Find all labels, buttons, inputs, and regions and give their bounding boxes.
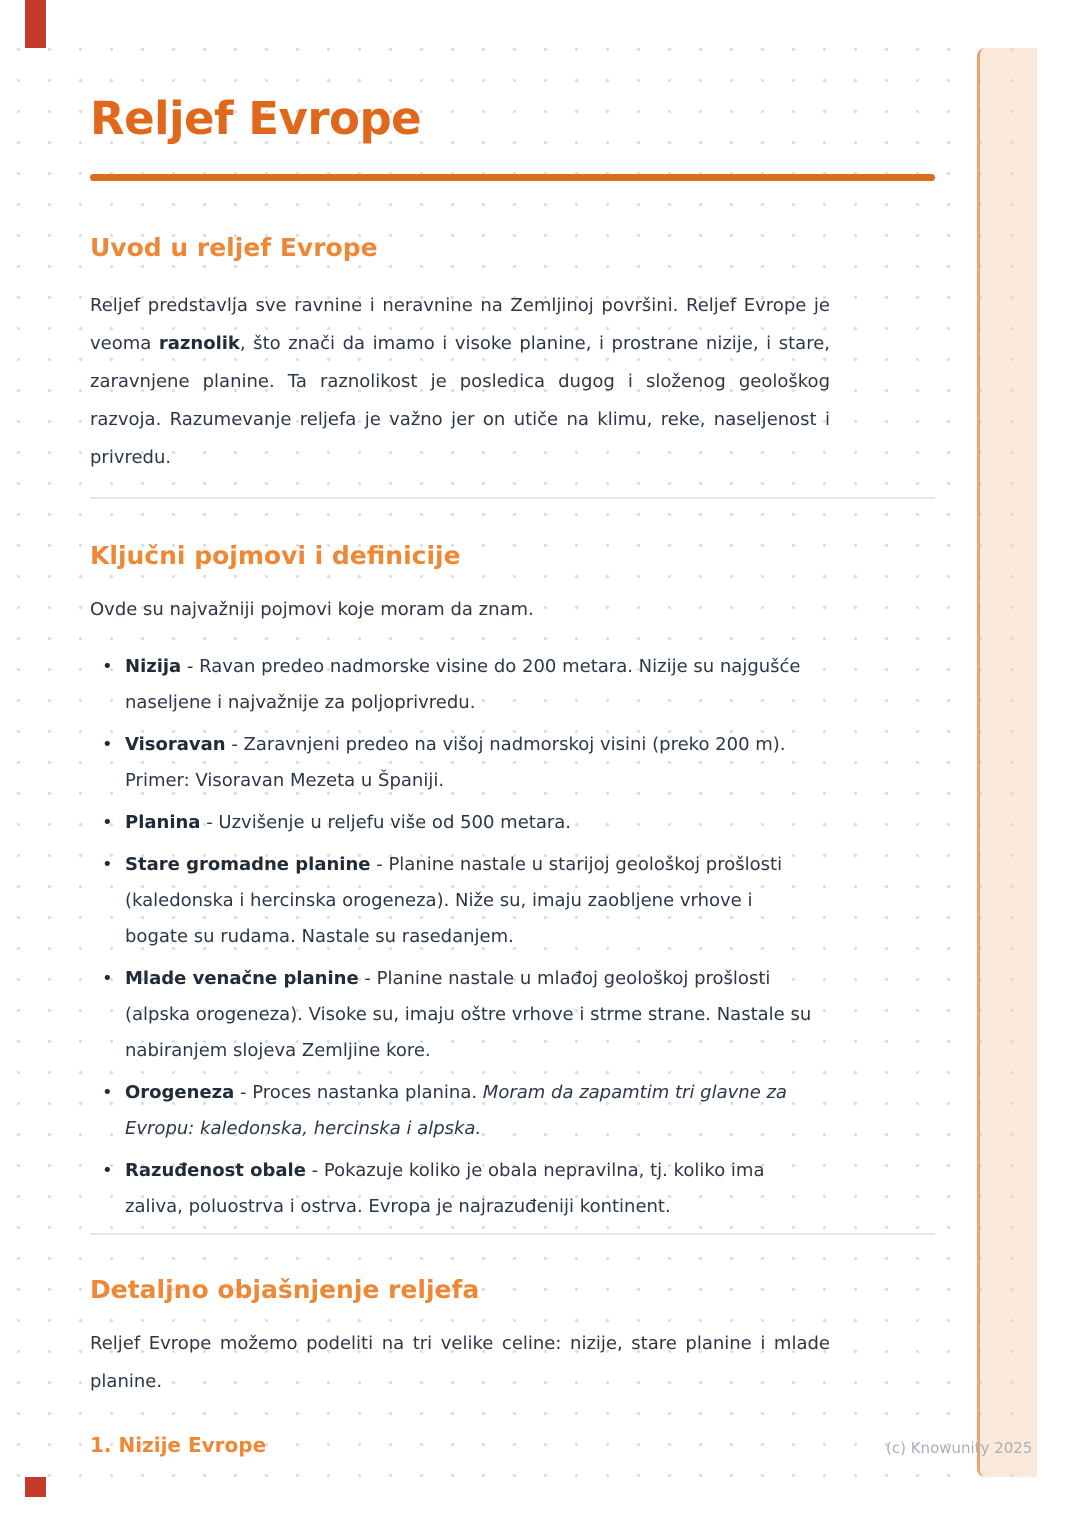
term-definition: Pokazuje koliko je obala nepravilna, tj. koliko ima zaliva, poluostrva i ostrva. Evropa je najrazuđeniji kontinent. <box>125 1160 765 1217</box>
term-separator: - <box>370 854 389 875</box>
intro-paragraph <box>90 287 830 477</box>
terms-lead-text: Ovde su najvažniji pojmovi koje moram da znam. <box>90 599 534 620</box>
copyright-watermark: (c) Knowunity 2025 <box>886 1439 1033 1457</box>
term-list-item <box>90 961 820 1069</box>
term-name: Visoravan <box>125 734 226 755</box>
term-definition: Ravan predeo nadmorske visine do 200 metara. Nizije su najgušće naseljene i najvažnije za poljoprivredu. <box>125 656 801 713</box>
bullet-marker: • <box>102 968 113 989</box>
next-page-edge <box>977 48 1037 1477</box>
section-divider <box>90 1233 935 1235</box>
section-divider <box>90 497 935 499</box>
term-list-item <box>90 1153 820 1225</box>
term-list-item <box>90 649 820 721</box>
title-underline-rule <box>90 174 935 181</box>
term-note-italic: Moram da zapamtim tri glavne za Evropu: kaledonska, hercinska i alpska. <box>125 1082 787 1139</box>
term-name: Stare gromadne planine <box>125 854 371 875</box>
bullet-marker: • <box>102 1082 113 1103</box>
term-separator: - <box>234 1082 253 1103</box>
term-name: Nizija <box>125 656 182 677</box>
term-separator: - <box>225 734 244 755</box>
intro-text-post: , što znači da imamo i visoke planine, i prostrane nizije, i stare, zaravnjene planine. Ta raznolikost je posledica dugog i složenog geološkog razvoja. Razumevanje reljefa je važno jer on utiče na klimu, reke, naseljenost i privredu. <box>90 333 831 468</box>
bullet-marker: • <box>102 1160 113 1181</box>
term-separator: - <box>358 968 377 989</box>
bullet-marker: • <box>102 812 113 833</box>
term-definition: Proces nastanka planina. <box>252 1082 478 1103</box>
term-definition: Planine nastale u starijoj geološkoj prošlosti (kaledonska i hercinska orogeneza). Niže su, imaju zaobljene vrhove i bogate su rudama. Nastale su rasedanjem. <box>125 854 783 947</box>
subsection-heading-nizije: 1. Nizije Evrope <box>90 1433 267 1457</box>
bullet-marker: • <box>102 656 113 677</box>
term-definition: Planine nastale u mlađoj geološkoj prošlosti (alpska orogeneza). Visoke su, imaju oštre vrhove i strme strane. Nastale su nabiranjem slojeva Zemljine kore. <box>125 968 812 1061</box>
term-list-item <box>90 1075 820 1147</box>
section-heading-detail: Detaljno objašnjenje reljefa <box>90 1275 480 1304</box>
bullet-marker: • <box>102 854 113 875</box>
term-separator: - <box>200 812 219 833</box>
term-definition: Zaravnjeni predeo na višoj nadmorskoj visini (preko 200 m). Primer: Visoravan Mezeta u Španiji. <box>125 734 786 791</box>
notes-content <box>90 92 935 1457</box>
page-title: Reljef Evrope <box>90 92 422 145</box>
term-name: Planina <box>125 812 201 833</box>
term-separator: - <box>305 1160 324 1181</box>
terms-list <box>90 649 820 1225</box>
term-name: Razuđenost obale <box>125 1160 306 1181</box>
term-separator: - <box>181 656 200 677</box>
term-list-item <box>90 847 820 955</box>
term-list-item <box>90 805 820 841</box>
term-definition: Uzvišenje u reljefu više od 500 metara. <box>218 812 572 833</box>
section-heading-intro: Uvod u reljef Evrope <box>90 233 378 262</box>
intro-text-bold: raznolik <box>158 333 240 354</box>
section-heading-terms: Ključni pojmovi i definicije <box>90 541 461 570</box>
term-list-item <box>90 727 820 799</box>
detail-paragraph: Reljef Evrope možemo podeliti na tri velike celine: nizije, stare planine i mlade planine. <box>90 1333 830 1392</box>
term-name: Mlade venačne planine <box>125 968 359 989</box>
bullet-marker: • <box>102 734 113 755</box>
term-name: Orogeneza <box>125 1082 235 1103</box>
intro-text-pre: Reljef predstavlja sve ravnine i neravnine na Zemljinoj površini. Reljef Evrope je veoma <box>90 295 830 354</box>
